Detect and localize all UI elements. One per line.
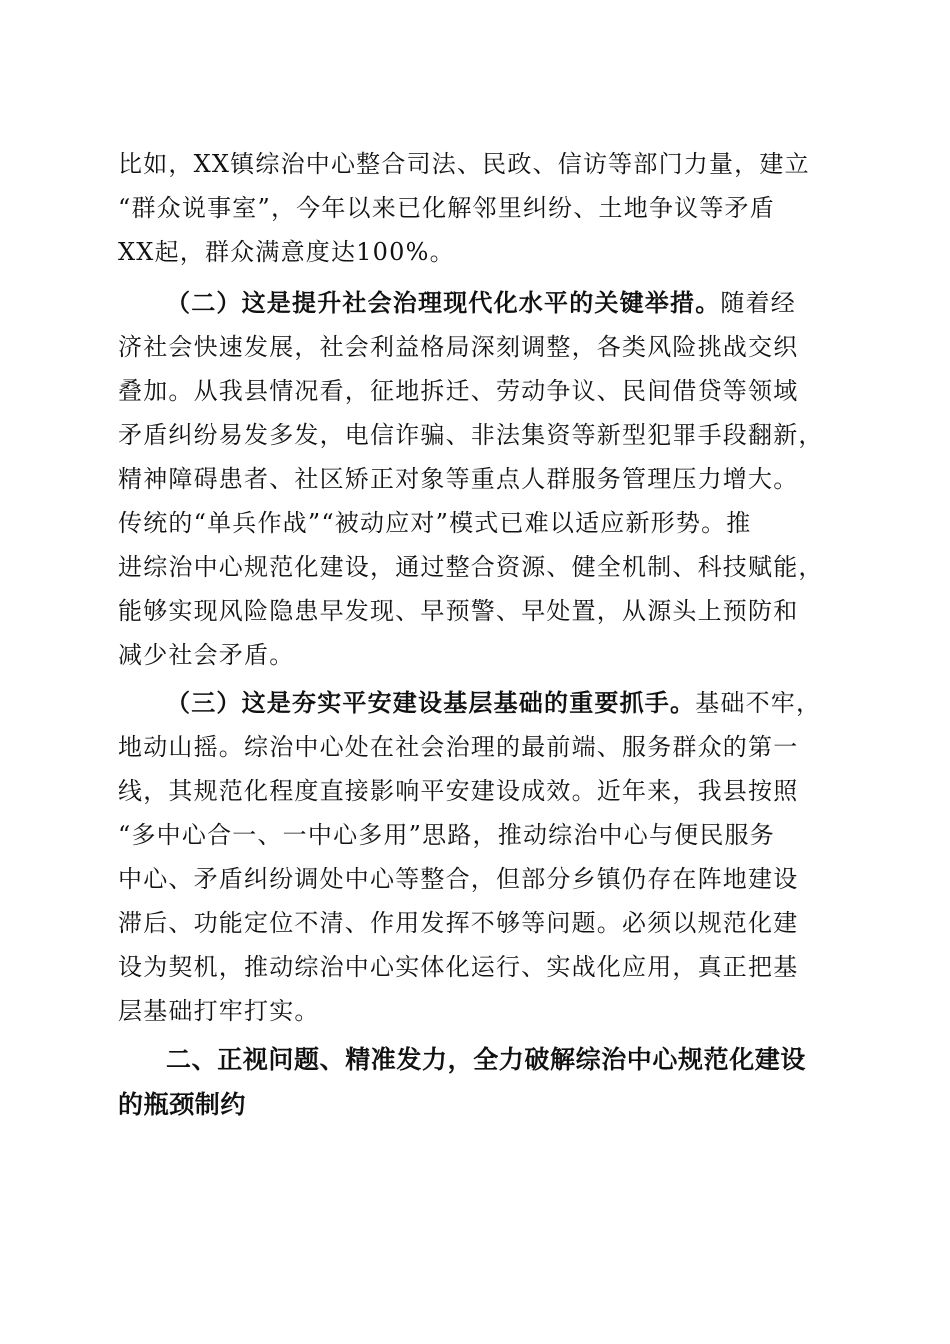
paragraph-2-line-9: 减少社会矛盾。 [118, 641, 295, 669]
paragraph-3-first-line-rest: 基础不牢， [695, 689, 822, 717]
paragraph-1-line-2: “群众说事室”，今年以来已化解邻里纠纷、土地争议等矛盾 [118, 194, 775, 222]
paragraph-3-lead: （三）这是夯实平安建设基层基础的重要抓手。 [166, 688, 696, 717]
section-heading-line-1: 二、正视问题、精准发力，全力破解综治中心规范化建设 [166, 1045, 807, 1074]
paragraph-2-line-2: 济社会快速发展，社会利益格局深刻调整，各类风险挑战交织 [118, 333, 799, 361]
paragraph-2-line-1 [166, 283, 886, 323]
paragraph-3-line-1 [166, 683, 886, 723]
section-heading-line-2: 的瓶颈制约 [118, 1090, 247, 1119]
paragraph-3-line-3: 线，其规范化程度直接影响平安建设成效。近年来，我县按照 [118, 777, 799, 805]
paragraph-2-line-6: 传统的“单兵作战”“被动应对”模式已难以适应新形势。推 [118, 509, 752, 537]
paragraph-3-line-6: 滞后、功能定位不清、作用发挥不够等问题。必须以规范化建 [118, 909, 799, 937]
paragraph-2-line-4: 矛盾纠纷易发多发，电信诈骗、非法集资等新型犯罪手段翻新， [118, 421, 824, 449]
paragraph-3-line-8: 层基础打牢打实。 [118, 997, 320, 1025]
paragraph-1-line-1: 比如，XX镇综治中心整合司法、民政、信访等部门力量，建立 [118, 150, 810, 178]
paragraph-3-line-7: 设为契机，推动综治中心实体化运行、实战化应用，真正把基 [118, 953, 799, 981]
paragraph-2-first-line-rest: 随着经 [720, 289, 797, 317]
paragraph-2-line-7: 进综治中心规范化建设，通过整合资源、健全机制、科技赋能， [118, 553, 824, 581]
paragraph-3-line-5: 中心、矛盾纠纷调处中心等整合，但部分乡镇仍存在阵地建设 [118, 865, 799, 893]
paragraph-2-line-5: 精神障碍患者、社区矫正对象等重点人群服务管理压力增大。 [118, 465, 799, 493]
paragraph-2-line-3: 叠加。从我县情况看，征地拆迁、劳动争议、民间借贷等领域 [118, 377, 799, 405]
paragraph-3-line-4: “多中心合一、一中心多用”思路，推动综治中心与便民服务 [118, 821, 775, 849]
paragraph-2-line-8: 能够实现风险隐患早发现、早预警、早处置，从源头上预防和 [118, 597, 799, 625]
paragraph-3-line-2: 地动山摇。综治中心处在社会治理的最前端、服务群众的第一 [118, 733, 799, 761]
paragraph-2-lead: （二）这是提升社会治理现代化水平的关键举措。 [166, 288, 721, 317]
paragraph-1-line-3: XX起，群众满意度达100%。 [118, 238, 455, 266]
